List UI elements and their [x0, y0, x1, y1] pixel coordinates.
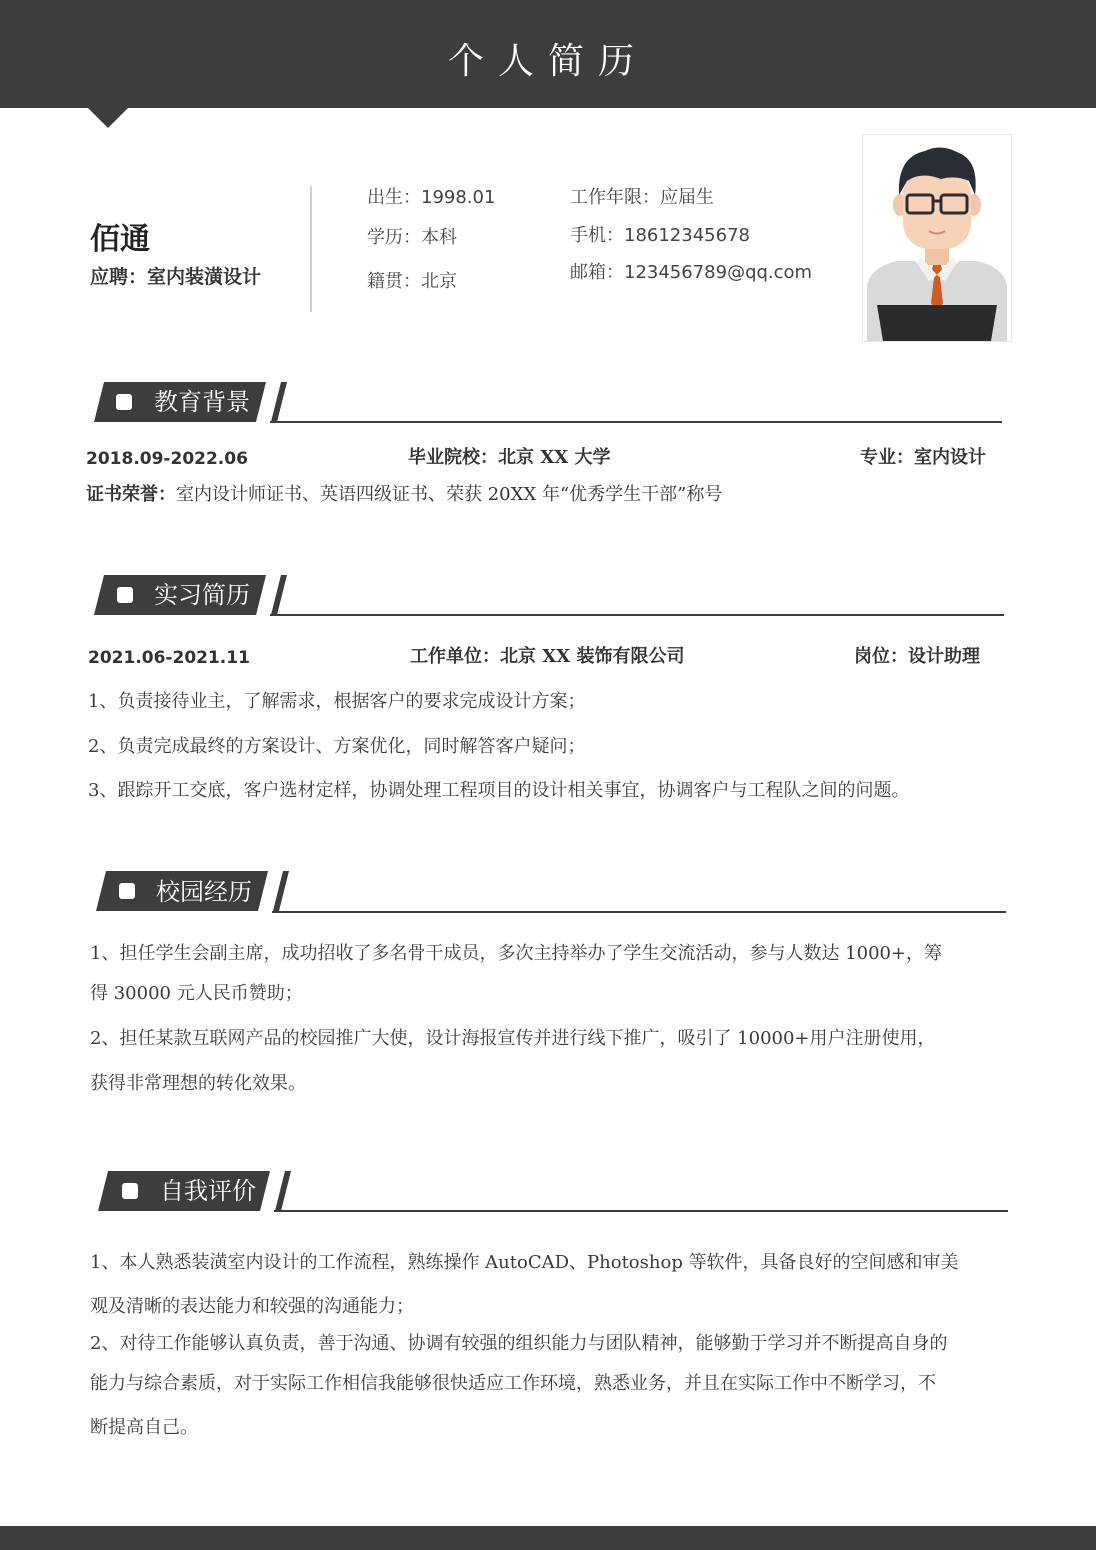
info-birth-label: 出生：	[367, 187, 421, 208]
info-work-years-label: 工作年限：	[570, 187, 660, 208]
internship-position: 岗位：设计助理	[854, 646, 980, 667]
info-phone	[570, 222, 750, 250]
header-notch	[88, 108, 128, 128]
info-birth	[367, 184, 495, 212]
info-email-label: 邮箱：	[570, 262, 624, 283]
education-major: 专业：室内设计	[860, 447, 986, 468]
section-education-title: 教育背景	[154, 388, 250, 416]
candidate-name: 佰通	[90, 222, 150, 257]
education-certificates	[86, 481, 722, 509]
info-phone-label: 手机：	[570, 225, 624, 246]
section-education-rule	[270, 421, 1002, 423]
info-hometown	[367, 268, 457, 296]
info-birth-value: 1998.01	[421, 187, 496, 208]
section-internship-title: 实习简历	[154, 581, 250, 609]
avatar-illustration-icon	[863, 135, 1011, 341]
section-self-title: 自我评价	[160, 1177, 256, 1205]
education-date: 2018.09-2022.06	[86, 449, 248, 469]
section-education-slash	[271, 382, 287, 422]
internship-duty-2: 2、负责完成最终的方案设计、方案优化，同时解答客户疑问；	[88, 736, 586, 757]
campus-line-3: 2、担任某款互联网产品的校园推广大使，设计海报宣传并进行线下推广，吸引了 10000+用户注册使用，	[90, 1028, 936, 1049]
info-hometown-label: 籍贯：	[367, 271, 421, 292]
section-campus-rule	[272, 911, 1006, 913]
section-internship-rule	[270, 614, 1004, 616]
footer-bar	[0, 1526, 1096, 1550]
page-title: 个人简历	[447, 41, 648, 82]
info-hometown-value: 北京	[421, 271, 457, 292]
section-self-slash	[275, 1171, 291, 1211]
self-line-1: 1、本人熟悉装潢室内设计的工作流程，熟练操作 AutoCAD、Photoshop 等软件，具备良好的空间感和审美	[90, 1252, 959, 1273]
chat-icon	[122, 1183, 138, 1199]
info-work-years-value: 应届生	[660, 187, 714, 208]
avatar	[862, 134, 1012, 342]
education-school: 毕业院校：北京 XX 大学	[408, 447, 611, 468]
info-education-label: 学历：	[367, 227, 421, 248]
info-email	[570, 259, 812, 287]
education-cert-value: 室内设计师证书、英语四级证书、荣获 20XX 年“优秀学生干部”称号	[176, 484, 723, 505]
self-line-3: 2、对待工作能够认真负责，善于沟通、协调有较强的组织能力与团队精神，能够勤于学习并不断提高自身的	[90, 1333, 948, 1354]
briefcase-icon	[117, 587, 133, 603]
self-line-5: 断提高自己。	[90, 1417, 198, 1438]
section-self-rule	[274, 1210, 1008, 1212]
campus-line-1: 1、担任学生会副主席，成功招收了多名骨干成员，多次主持举办了学生交流活动，参与人数达 1000+，筹	[90, 943, 943, 964]
internship-duty-1: 1、负责接待业主，了解需求，根据客户的要求完成设计方案；	[88, 691, 586, 712]
self-line-2: 观及清晰的表达能力和较强的沟通能力；	[90, 1296, 414, 1317]
info-work-years	[570, 184, 714, 212]
applied-position: 应聘：室内装潢设计	[90, 266, 262, 288]
section-campus-title: 校园经历	[156, 878, 252, 906]
info-phone-value: 18612345678	[624, 225, 750, 246]
self-line-4: 能力与综合素质，对于实际工作相信我能够很快适应工作环境，熟悉业务，并且在实际工作中不断学习，不	[90, 1373, 936, 1394]
checklist-icon	[116, 394, 132, 410]
education-cert-label: 证书荣誉：	[86, 484, 176, 505]
edit-icon	[119, 883, 135, 899]
info-education-value: 本科	[421, 227, 457, 248]
info-email-value: 123456789@qq.com	[624, 262, 813, 283]
internship-duty-3: 3、跟踪开工交底，客户选材定样，协调处理工程项目的设计相关事宜，协调客户与工程队之间的问题。	[88, 780, 910, 801]
campus-line-2: 得 30000 元人民币赞助；	[90, 983, 303, 1004]
profile-divider	[310, 186, 312, 312]
section-campus-slash	[273, 871, 289, 911]
info-education	[367, 224, 457, 252]
internship-company: 工作单位：北京 XX 装饰有限公司	[410, 646, 685, 667]
section-internship-slash	[271, 575, 287, 615]
internship-date: 2021.06-2021.11	[88, 648, 250, 668]
campus-line-4: 获得非常理想的转化效果。	[90, 1073, 306, 1094]
